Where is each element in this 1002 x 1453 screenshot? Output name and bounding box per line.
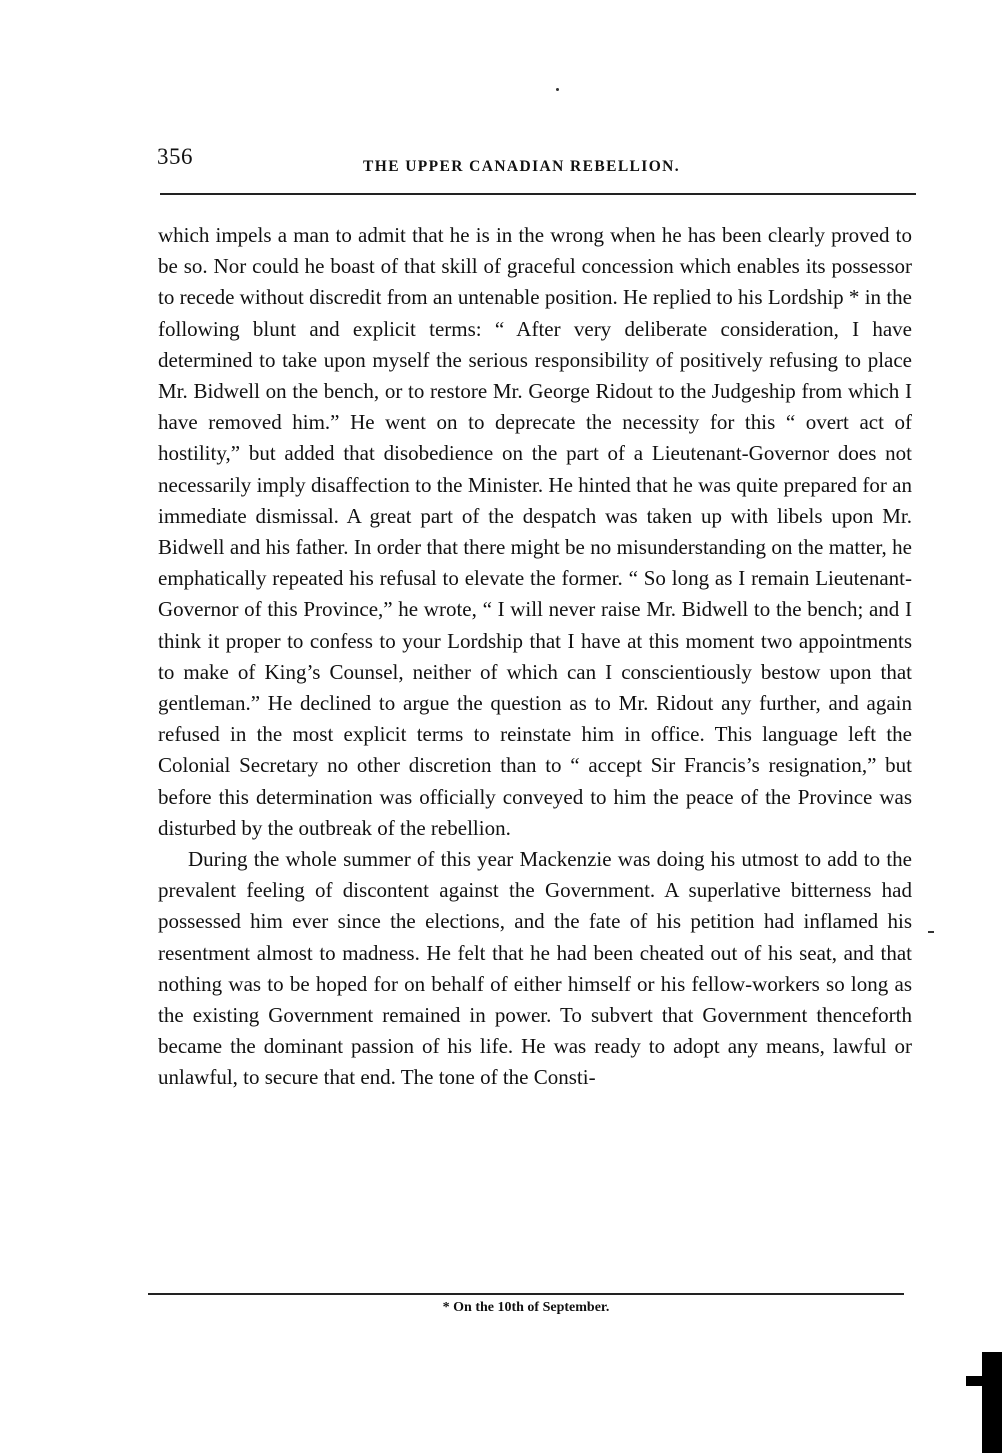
paragraph-2: During the whole summer of this year Mackenzie was doing his utmost to add to the prevalent feeling of discontent against the Government. A superlative bitterness had possessed him ever since the elections, and the fate of his petition had inflamed his resentment almost to madness. He felt that he had been cheated out of his seat, and that nothing was to be hoped for on behalf of either himself or his fellow-workers so long as the existing Government remained in power. To subvert that Government thenceforth became the dominant passion of his life. He was ready to adopt any means, lawful or unlawful, to secure that end. The tone of the Consti- [158, 847, 912, 1090]
page-number: 356 [157, 144, 193, 169]
footnote-divider [148, 1293, 904, 1295]
running-header [157, 144, 917, 184]
paragraph-1: which impels a man to admit that he is in the wrong when he has been clearly proved to be so. Nor could he boast of that skill of graceful concession which enables its possessor to recede without discredit from an untenable position. He replied to his Lordship * in the following blunt and explicit terms: “ After very deliberate consideration, I have determined to take upon myself the serious responsibility of positively refusing to place Mr. Bidwell on the bench, or to restore Mr. George Ridout to the Judgeship from which I have removed him.” He went on to deprecate the necessity for this “ overt act of hostility,” but added that disobedience on the part of a Lieutenant-Governor does not necessarily imply disaffection to the Minister. He hinted that he was quite prepared for an immediate dismissal. A great part of the despatch was taken up with libels upon Mr. Bidwell and his father. In order that there might be no misunderstanding on the matter, he emphatically repeated his refusal to elevate the former. “ So long as I remain Lieutenant-Governor of this Province,” he wrote, “ I will never raise Mr. Bidwell to the bench; and I think it proper to confess to your Lordship that I have at this moment two appointments to make of King’s Counsel, neither of which can I conscientiously bestow upon that gentleman.” He declined to argue the question as to Mr. Ridout any further, and again refused in the most explicit terms to reinstate him in office. This language left the Colonial Secretary no other discretion than to “ accept Sir Francis’s resignation,” but before this determination was officially conveyed to him the peace of the Province was disturbed by the outbreak of the rebellion. [158, 223, 912, 840]
running-title: THE UPPER CANADIAN REBELLION. [363, 158, 681, 175]
body-text [158, 220, 912, 1094]
header-divider [160, 193, 916, 195]
footnote: * On the 10th of September. [442, 1300, 610, 1315]
margin-mark [928, 931, 934, 933]
stray-print-mark [556, 88, 559, 91]
page-edge-notch [966, 1376, 984, 1386]
page-edge-mark [982, 1352, 1002, 1453]
